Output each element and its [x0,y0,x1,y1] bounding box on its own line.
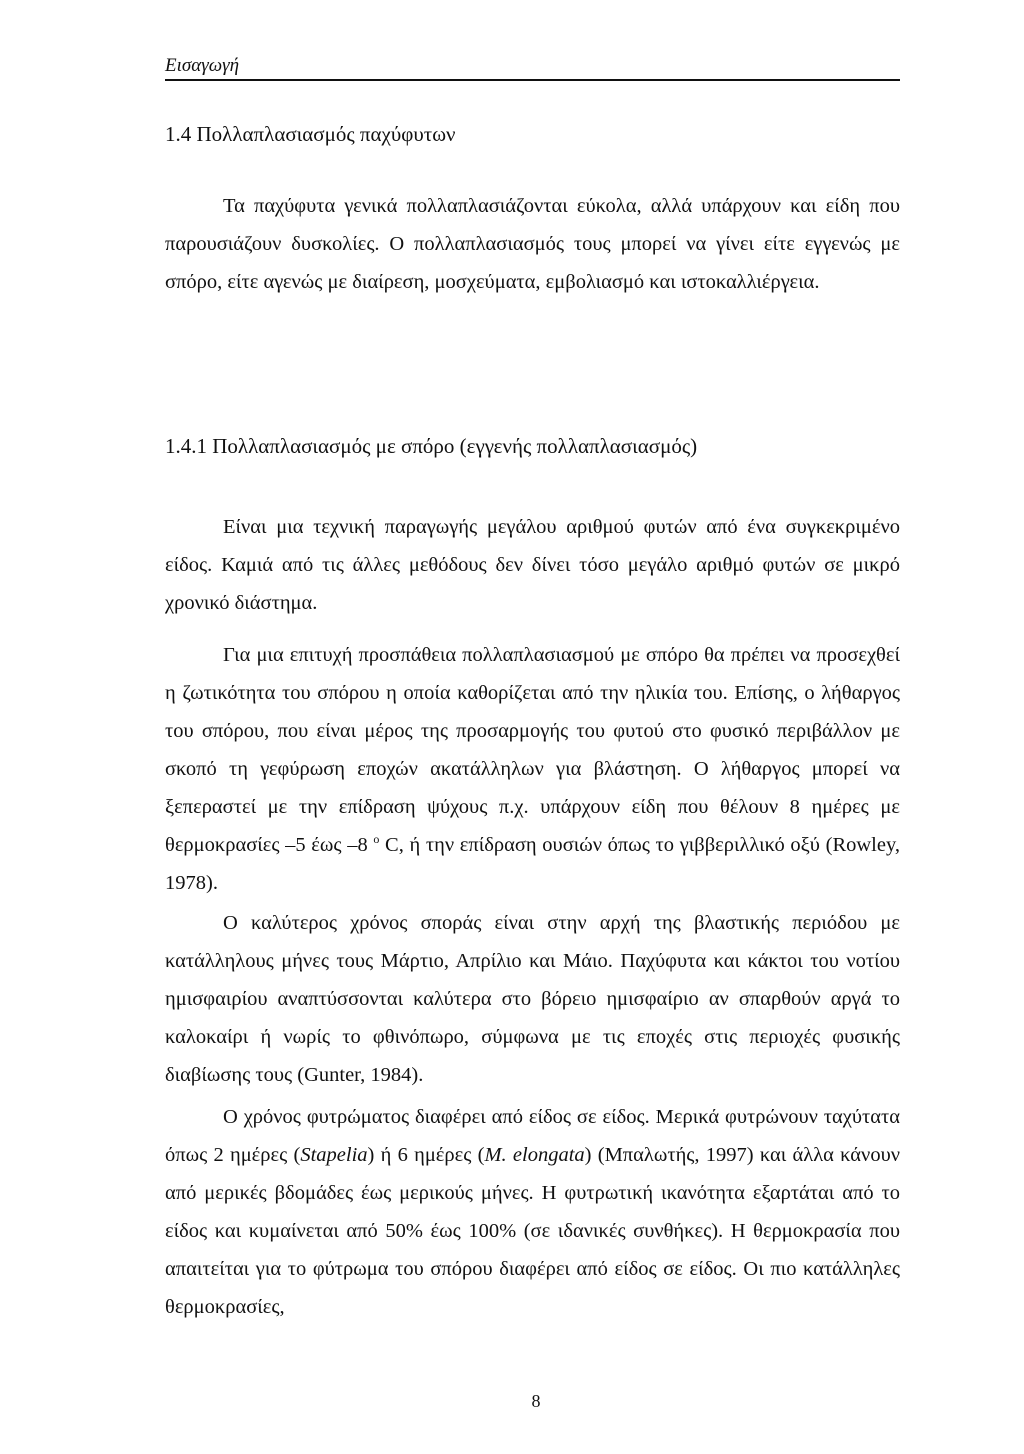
paragraph-sowing-time: Ο καλύτερος χρόνος σποράς είναι στην αρχή της βλαστικής περιόδου με κατάλληλους μήνες τους Μάρτιο, Απρίλιο και Μάιο. Παχύφυτα και κάκτοι του νοτίου ημισφαιρίου αναπτύσσονται καλύτερα στο βόρειο ημισφαίριο αν σπαρθούν αργά το καλοκαίρι ή νωρίς το φθινόπωρο, σύμφωνα με τις εποχές στις περιοχές φυσικής διαβίωσης τους (Gunter, 1984). [165,912,900,1086]
page-number: 8 [531,1391,541,1411]
paragraph-seed-viability-text-1: Για μια επιτυχή προσπάθεια πολλαπλασιασμού με σπόρο θα πρέπει να προσεχθεί η ζωτικότητα του σπόρου η οποία καθορίζεται από την ηλικία του. Επίσης, ο λήθαργος του σπόρου, που είναι μέρος της προσαρμογής του φυτού στο φυσικό περιβάλλον με σκοπό τη γεφύρωση εποχών ακατάλληλων για βλάστηση. Ο λήθαργος μπορεί να ξεπεραστεί με την επίδραση ψύχους π.χ. υπάρχουν είδη που θέλουν 8 ημέρες με θερμοκρασίες –5 έως –8 [165,644,900,856]
paragraph-germination-text-3: ) (Μπαλωτής, 1997) και άλλα κάνουν από μερικές βδομάδες έως μερικούς μήνες. Η φυτρωτική ικανότητα εξαρτάται από το είδος και κυμαίνεται από 50% έως 100% (σε ιδανικές συνθήκες). Η θερμοκρασία που απαιτείται για το φύτρωμα του σπόρου διαφέρει από είδος σε είδος. Οι πιο κατάλληλες θερμοκρασίες, [165,1144,900,1318]
species-stapelia: Stapelia [300,1144,368,1166]
section-heading: 1.4 Πολλαπλασιασμός παχύφυτων [165,122,456,146]
paragraph-seed-viability-text-2: C, ή την επίδραση ουσιών όπως το γιββεριλλικό οξύ (Rowley, 1978). [165,834,901,894]
running-header-title: Εισαγωγή [165,55,240,76]
paragraph-seed-viability [165,636,900,902]
species-m-elongata: M. elongata [484,1144,585,1166]
paragraph-germination-text-2: ) ή 6 ημέρες ( [367,1144,485,1166]
subsection-heading: 1.4.1 Πολλαπλασιασμός με σπόρο (εγγενής πολλαπλασιασμός) [165,434,698,458]
running-header [165,54,900,80]
header-rule [165,79,900,81]
degree-sign: ο [373,832,380,846]
paragraph-germination-text-1: Ο χρόνος φυτρώματος διαφέρει από είδος σε είδος. Μερικά φυτρώνουν ταχύτατα όπως 2 ημέρες ( [165,1106,900,1166]
section-intro-paragraph: Τα παχύφυτα γενικά πολλαπλασιάζονται εύκολα, αλλά υπάρχουν και είδη που παρουσιάζουν δυσκολίες. Ο πολλαπλασιασμός τους μπορεί να γίνει είτε εγγενώς με σπόρο, είτε αγενώς με διαίρεση, μοσχεύματα, εμβολιασμό και ιστοκαλλιέργεια. [165,195,900,293]
paragraph-definition: Είναι μια τεχνική παραγωγής μεγάλου αριθμού φυτών από ένα συγκεκριμένο είδος. Καμιά από τις άλλες μεθόδους δεν δίνει τόσο μεγάλο αριθμό φυτών σε μικρό χρονικό διάστημα. [165,516,900,614]
paragraph-germination [165,1098,900,1326]
